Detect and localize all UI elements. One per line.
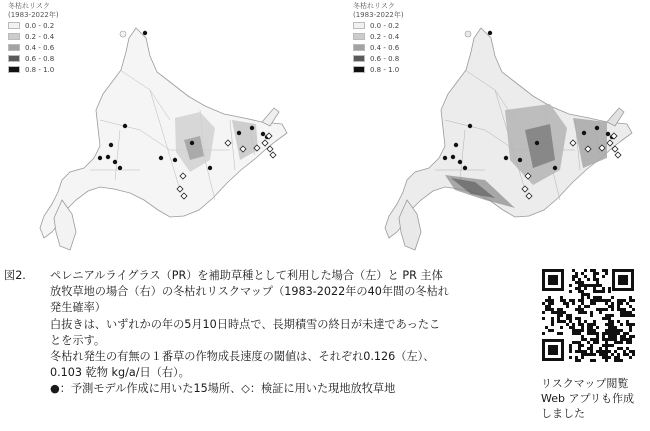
model-site-point	[454, 143, 458, 147]
qr-note-line: リスクマップ閲覧	[541, 377, 629, 390]
figure-caption	[4, 268, 524, 398]
legend-item	[8, 20, 88, 31]
legend-swatch	[8, 44, 20, 51]
model-site-point	[582, 131, 586, 135]
legend-item	[8, 53, 88, 64]
legend	[8, 2, 88, 75]
legend-item	[353, 53, 433, 64]
qr-note	[541, 376, 649, 421]
model-site-point	[237, 131, 241, 135]
legend-title: 冬枯れリスク	[8, 2, 50, 10]
model-site-point	[261, 132, 265, 136]
model-site-point	[553, 166, 557, 170]
legend-label: 0.6 - 0.8	[25, 54, 55, 63]
legend-label: 0.2 - 0.4	[25, 32, 55, 41]
caption-text: ペレニアルライグラス（PR）を補助草種として利用した場合（左）と PR 主体	[50, 269, 443, 282]
legend-label: 0.4 - 0.6	[25, 43, 55, 52]
legend-swatch	[8, 33, 20, 40]
legend-label: 0.8 - 1.0	[370, 65, 400, 74]
legend-item	[353, 64, 433, 75]
model-site-point	[606, 132, 610, 136]
model-site-point	[250, 126, 254, 130]
qr-note-line: しました	[541, 407, 585, 420]
caption-first-line	[4, 268, 524, 284]
legend-item	[353, 42, 433, 53]
legend-period: (1983-2022年)	[8, 11, 59, 19]
legend-swatch	[353, 33, 365, 40]
model-site-point	[109, 143, 113, 147]
legend-swatch	[353, 22, 365, 29]
model-site-point	[443, 156, 447, 160]
risk-map-left	[0, 0, 300, 260]
legend-swatch	[8, 55, 20, 62]
model-site-point	[143, 31, 147, 35]
legend-swatch	[8, 22, 20, 29]
model-site-point	[159, 156, 163, 160]
model-site-point	[123, 124, 127, 128]
rishiri-island	[465, 31, 471, 37]
legend-swatch	[353, 55, 365, 62]
legend-item	[8, 42, 88, 53]
caption-text: 0.103 乾物 kg/a/日（右）。	[50, 366, 190, 380]
model-site-point	[518, 158, 522, 162]
caption-text: 放牧草地の場合（右）の冬枯れリスクマップ（1983-2022年の40年間の冬枯れ	[50, 285, 449, 299]
qr-code[interactable]	[540, 267, 636, 363]
legend-title: 冬枯れリスク	[353, 2, 395, 10]
figure-number: 図2.	[4, 269, 26, 282]
model-site-point	[504, 156, 508, 160]
qr-code-image[interactable]	[540, 267, 636, 363]
legend-label: 0.0 - 0.2	[25, 21, 55, 30]
legend-label: 0.4 - 0.6	[370, 43, 400, 52]
model-site-point	[451, 155, 455, 159]
legend-item	[8, 64, 88, 75]
model-site-point	[488, 31, 492, 35]
legend-label: 0.6 - 0.8	[370, 54, 400, 63]
model-site-point	[98, 156, 102, 160]
legend-period: (1983-2022年)	[353, 11, 404, 19]
model-site-point	[458, 160, 462, 164]
model-site-point	[118, 166, 122, 170]
rishiri-island	[120, 31, 126, 37]
validation-site-point	[615, 152, 621, 158]
risk-map-right	[345, 0, 645, 260]
legend-item	[353, 20, 433, 31]
legend-label: 0.0 - 0.2	[370, 21, 400, 30]
model-site-point	[535, 141, 539, 145]
legend-swatch	[353, 66, 365, 73]
legend-swatch	[8, 66, 20, 73]
legend-label: 0.8 - 1.0	[25, 65, 55, 74]
qr-note-line: Web アプリも作成	[541, 392, 635, 405]
model-site-point	[173, 158, 177, 162]
model-site-point	[463, 166, 467, 170]
model-site-point	[190, 141, 194, 145]
legend-swatch	[353, 44, 365, 51]
caption-text: 発生確率）	[50, 301, 106, 315]
legend	[353, 2, 433, 75]
model-site-point	[208, 166, 212, 170]
caption-text: 白抜きは、いずれかの年の5月10日時点で、長期積雪の終日が未達であったこ	[50, 317, 441, 331]
caption-text: とを示す。	[50, 333, 106, 347]
caption-text: 冬枯れ発生の有無の１番草の作物成長速度の閾値は、それぞれ0.126（左）、	[50, 350, 435, 364]
legend-label: 0.2 - 0.4	[370, 32, 400, 41]
legend-item	[353, 31, 433, 42]
validation-site-point	[270, 152, 276, 158]
caption-symbol-legend: ●：予測モデル作成に用いた15場所、◇：検証に用いた現地放牧草地	[50, 382, 396, 396]
model-site-point	[106, 155, 110, 159]
legend-item	[8, 31, 88, 42]
model-site-point	[595, 126, 599, 130]
model-site-point	[468, 124, 472, 128]
model-site-point	[113, 160, 117, 164]
